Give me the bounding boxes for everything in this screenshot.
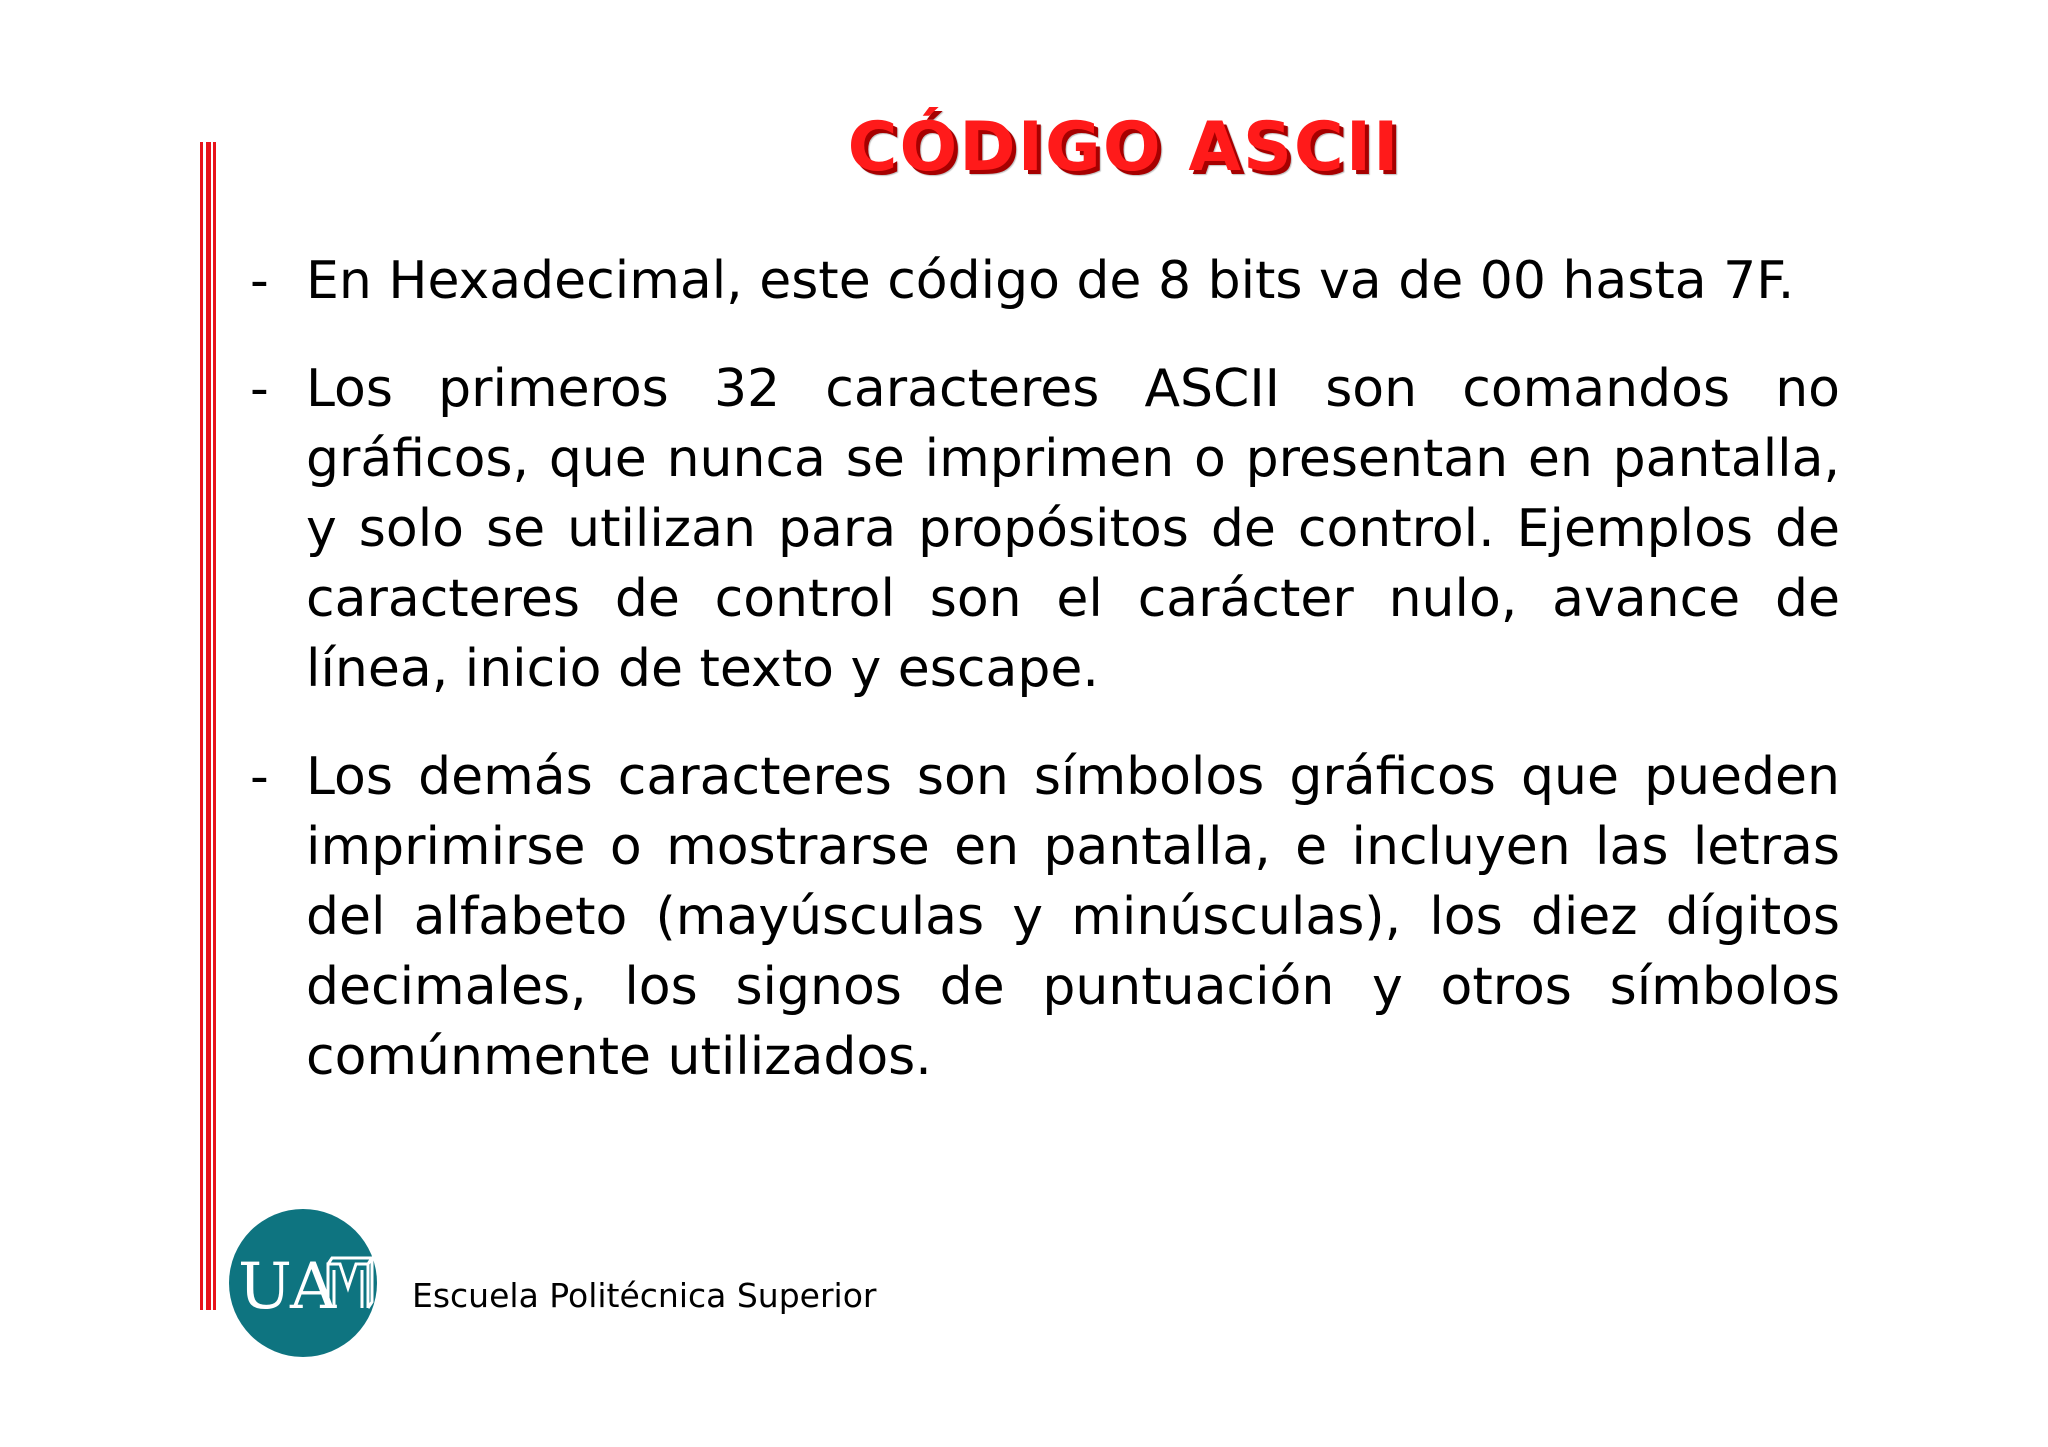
- bullet-text: Los primeros 32 caracteres ASCII son comandos no gráficos, que nunca se imprimen o presentan en pantalla, y solo se utilizan para propósitos de control. Ejemplos de caracteres de control son el carácter nulo, avance de línea, inicio de texto y escape.: [306, 359, 1840, 699]
- bullet-marker: -: [250, 251, 269, 311]
- uam-logo-icon: [228, 1208, 378, 1358]
- slide-title: CÓDIGO ASCII: [847, 108, 1401, 187]
- bullet-marker: -: [250, 359, 269, 419]
- bullet-item-hex-range: [250, 246, 1840, 316]
- bullet-text: En Hexadecimal, este código de 8 bits va de 00 hasta 7F.: [306, 251, 1795, 311]
- school-name: Escuela Politécnica Superior: [412, 1276, 877, 1315]
- vertical-red-rule: [200, 142, 216, 1310]
- bullet-item-graphic-symbols: [250, 742, 1840, 1092]
- bullet-text: Los demás caracteres son símbolos gráficos que pueden imprimirse o mostrarse en pantalla, e incluyen las letras del alfabeto (mayúsculas y minúsculas), los diez dígitos decimales, los signos de puntuación y otros símbolos comúnmente utilizados.: [306, 747, 1840, 1087]
- bullet-item-control-characters: [250, 354, 1840, 704]
- svg-text:UA: UA: [238, 1250, 337, 1324]
- bullet-marker: -: [250, 747, 269, 807]
- bullet-list: [250, 246, 1840, 1130]
